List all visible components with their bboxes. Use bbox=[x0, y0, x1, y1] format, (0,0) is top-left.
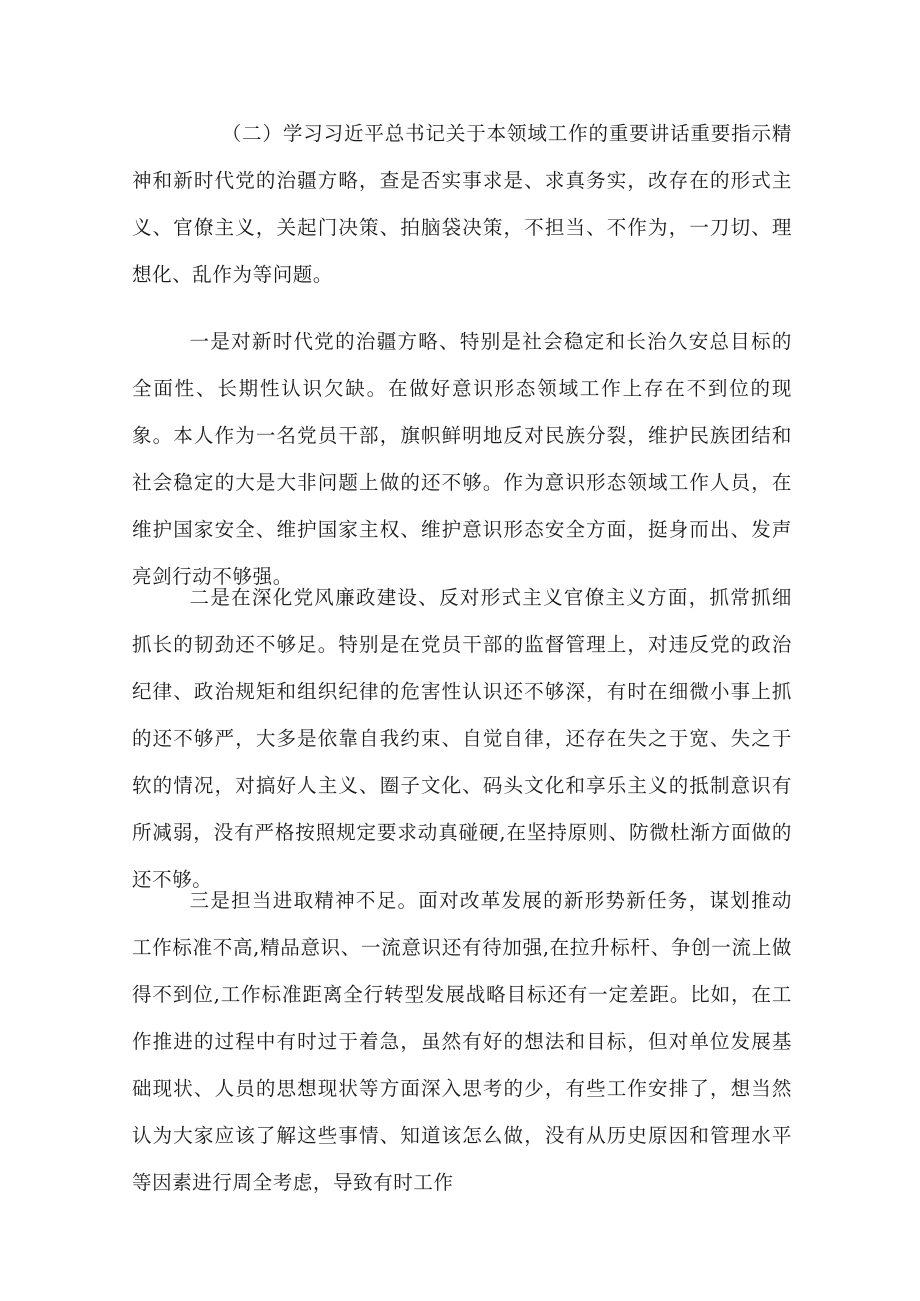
paragraph-1: （二）学习习近平总书记关于本领域工作的重要讲话重要指示精神和新时代党的治疆方略，查是否实事求是、求真务实，改存在的形式主义、官僚主义，关起门决策、拍脑袋决策，不担当、不作为，一刀切、理想化、乱作为等问题。 bbox=[132, 122, 792, 286]
paragraph-3: 二是在深化党风廉政建设、反对形式主义官僚主义方面，抓常抓细抓长的韧劲还不够足。特别是在党员干部的监督管理上，对违反党的政治纪律、政治规矩和组织纪律的危害性认识还不够深，有时在细微小事上抓的还不够严，大多是依靠自我约束、自觉自律，还存在失之于宽、失之于软的情况，对搞好人主义、圈子文化、码头文化和享乐主义的抵制意识有所减弱，没有严格按照规定要求动真碰硬,在坚持原则、防微杜渐方面做的还不够。 bbox=[132, 586, 792, 891]
paragraph-2: 一是对新时代党的治疆方略、特别是社会稳定和长治久安总目标的全面性、长期性认识欠缺。在做好意识形态领域工作上存在不到位的现象。本人作为一名党员干部，旗帜鲜明地反对民族分裂，维护民族团结和社会稳定的大是大非问题上做的还不够。作为意识形态领域工作人员，在维护国家安全、维护国家主权、维护意识形态安全方面，挺身而出、发声亮剑行动不够强。 bbox=[132, 330, 792, 588]
paragraph-4: 三是担当进取精神不足。面对改革发展的新形势新任务，谋划推动工作标准不高,精品意识、一流意识还有待加强,在拉升标杆、争创一流上做得不到位,工作标准距离全行转型发展战略目标还有一定差距。比如，在工作推进的过程中有时过于着急，虽然有好的想法和目标，但对单位发展基础现状、人员的思想现状等方面深入思考的少，有些工作安排了，想当然认为大家应该了解这些事情、知道该怎么做，没有从历史原因和管理水平等因素进行周全考虑，导致有时工作 bbox=[132, 889, 792, 1194]
